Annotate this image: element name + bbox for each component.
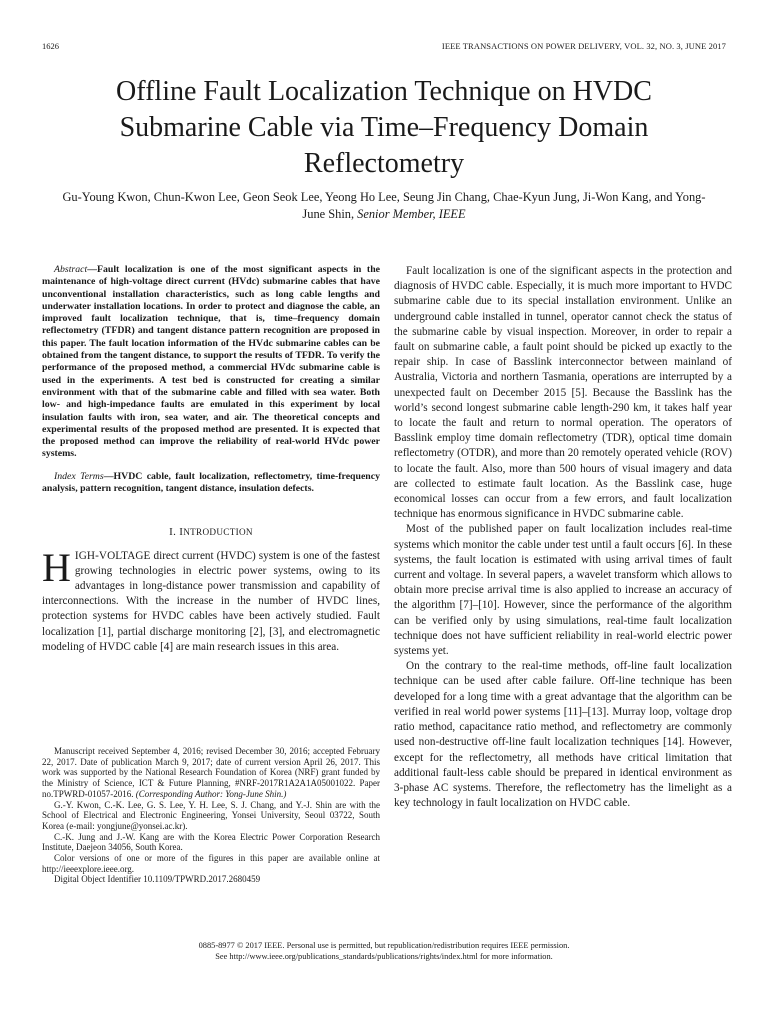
- body-paragraph-1: Fault localization is one of the significant aspects in the protection and diagnosis of HVDC cable. Especially, it is much more important to HVDC submarine cable due to its special installation environment. Unlike an underground cable installed in tunnel, operator cannot check the status of the submarine cable by visual inspection. Moreover, in order to repair a fault on submarine cable, a fault point should be picked up exactly to the repair ship. In case of Basslink interconnector between mainland of Australia, Victoria and northern Tasmania, operations are interrupted by a unexpected fault on December 2015 [5]. Because the Basslink has the world’s second longest submarine cable length-290 km, it takes half year to locate the fault and return to normal operation. The operators of Basslink employ time domain reflectometry (TDR), optical time domain reflectometry (OTDR), and more than 20 remotely operated vehicle (ROV) to locate the fault. Also, more than 500 hours of visual imagery and data are collected to estimate fault location. As the Basslink case, huge economical losses can occur from a few errors, and fault localization technique has enormous significance in HVDC submarine cable.: [394, 265, 732, 521]
- author-membership: Senior Member, IEEE: [357, 207, 466, 221]
- abstract: [42, 264, 380, 461]
- index-terms-label: Index Terms: [54, 470, 104, 482]
- section-title-rest: NTRODUCTION: [183, 527, 253, 538]
- abstract-text: —Fault localization is one of the most significant aspects in the maintenance of high-voltage direct current (HVdc) submarine cables that have unconventional installation characteristics, such as long cable lengths and underwater installation locations. In order to protect and diagnose the cable, an improved fault localization technique, that is, time–frequency domain reflectometry (TFDR) and tangent distance pattern recognition are proposed in this paper. The fault location information of the HVdc submarine cables can be obtained from the tangent distance, to support the results of TFDR. To verify the performance of the proposed method, a commercial HVdc submarine cable is used in the experiments. A test bed is constructed for creating a similar environment with that of the submarine cable and filled with sea water. Both low- and high-impedance faults are emulated in this experiment by local insulation faults with iron, sea water, and air. The theoretical concepts and experimental results of the proposed method are presented. It is expected that the proposed method can improve the reliability of real-world HVdc power systems.: [42, 264, 380, 460]
- footnote-manuscript-text: Manuscript received September 4, 2016; revised December 30, 2016; accepted February 22, 2017. Date of publication March 9, 2017; date of current version April 26, 2017. This work was supported by the National Research Foundation of Korea (NRF) grant funded by the Ministry of Science, ICT & Future Planning, #NRF-2017R1A2A1A05001022. Paper no.TPWRD-01057-2016.: [42, 746, 380, 799]
- intro-paragraph: [42, 544, 380, 655]
- intro-lead-caps: IGH-VOLTAGE: [74, 549, 151, 562]
- page-number: 1626: [42, 41, 59, 51]
- footnote-affiliation-1: G.-Y. Kwon, C.-K. Lee, G. S. Lee, Y. H. Lee, S. J. Chang, and Y.-J. Shin are with the School of Electrical and Electronic Engineering, Yonsei University, Seoul 03722, South Korea (e-mail: yongjune@yonsei.ac.kr).: [42, 799, 380, 831]
- section-first-letter: I: [179, 526, 184, 539]
- index-terms: [42, 471, 380, 496]
- author-list: [60, 189, 708, 223]
- copyright-notice: [40, 940, 728, 962]
- footnote-color: Color versions of one or more of the figures in this paper are available online at http://ieeexplore.ieee.org.: [42, 853, 380, 874]
- paper-title: Offline Fault Localization Technique on HVDC Submarine Cable via Time–Frequency Domain Reflectometry: [116, 76, 652, 179]
- footnote-corresponding: (Corresponding Author: Yong-June Shin.): [135, 788, 287, 799]
- intro-text: direct current (HVDC) system is one of the fastest growing technologies in electric power systems, owing to its advantages in long-distance power transmission and capability of interconnections. With the increase in the number of HVDC lines, protection systems for HVDC cables have been actively studied. Fault localization [1], partial discharge monitoring [2], [3], and electromagnetic modeling of HVDC cable [4] are main research issues in this area.: [42, 549, 380, 653]
- body-paragraph-3: On the contrary to the real-time methods, off-line fault localization technique can be used after cable failure. Off-line technique has been developed for a long time with a great advantage that the algorithm can be verified in real world power systems [11]–[13]. Murray loop, voltage drop ratio method, capacitance ratio method, and reflectometry are commonly used non-destructive off-line fault localization techniques [14]. However, except for the reflectometry, all methods have critical limitation that additional fault-less cable should be prepared in identical environment as 3-phase AC systems. Therefore, the reflectometry has the limelight as a key technology in fault localization on HVDC cable.: [394, 660, 732, 810]
- index-terms-text: —HVDC cable, fault localization, reflectometry, time-frequency analysis, pattern recognition, tangent distance, insulation defects.: [42, 470, 380, 495]
- right-column: [394, 264, 732, 811]
- journal-header: IEEE TRANSACTIONS ON POWER DELIVERY, VOL. 32, NO. 3, JUNE 2017: [441, 41, 726, 51]
- author-names: Gu-Young Kwon, Chun-Kwon Lee, Geon Seok Lee, Yeong Ho Lee, Seung Jin Chang, Chae-Kyun Jung, Ji-Won Kang, and Yong-June Shin,: [62, 190, 706, 221]
- footnote-doi: Digital Object Identifier 10.1109/TPWRD.2017.2680459: [54, 874, 261, 885]
- footnote-manuscript: [42, 746, 380, 800]
- abstract-label: Abstract: [54, 264, 88, 275]
- drop-cap: H: [42, 544, 71, 590]
- body-paragraph-2: Most of the published paper on fault localization includes real-time systems which monitor the cable under test until a fault occurs [6]. In these systems, the fault location is estimated with using arrival times of fault current and voltage. In several papers, a wavelet transform which allows to obtain more precise arrival time is also applied to increase an accuracy of the algorithm [7]–[10]. However, since the performance of the algorithm can be verified only by using simulations, real-time fault localization technique does not have sufficient reliability in real-world electric power systems yet.: [394, 523, 732, 658]
- copyright-line-1: 0885-8977 © 2017 IEEE. Personal use is permitted, but republication/redistribution requires IEEE permission.: [198, 941, 570, 950]
- left-column: [42, 264, 380, 655]
- copyright-line-2: See http://www.ieee.org/publications_standards/publications/rights/index.html for more information.: [215, 952, 553, 961]
- section-numeral: I.: [169, 526, 177, 539]
- section-heading: [42, 525, 380, 540]
- footnote-affiliation-2: C.-K. Jung and J.-W. Kang are with the Korea Electric Power Corporation Research Institute, Daejeon 34056, South Korea.: [42, 831, 380, 853]
- footnote-block: [42, 746, 380, 885]
